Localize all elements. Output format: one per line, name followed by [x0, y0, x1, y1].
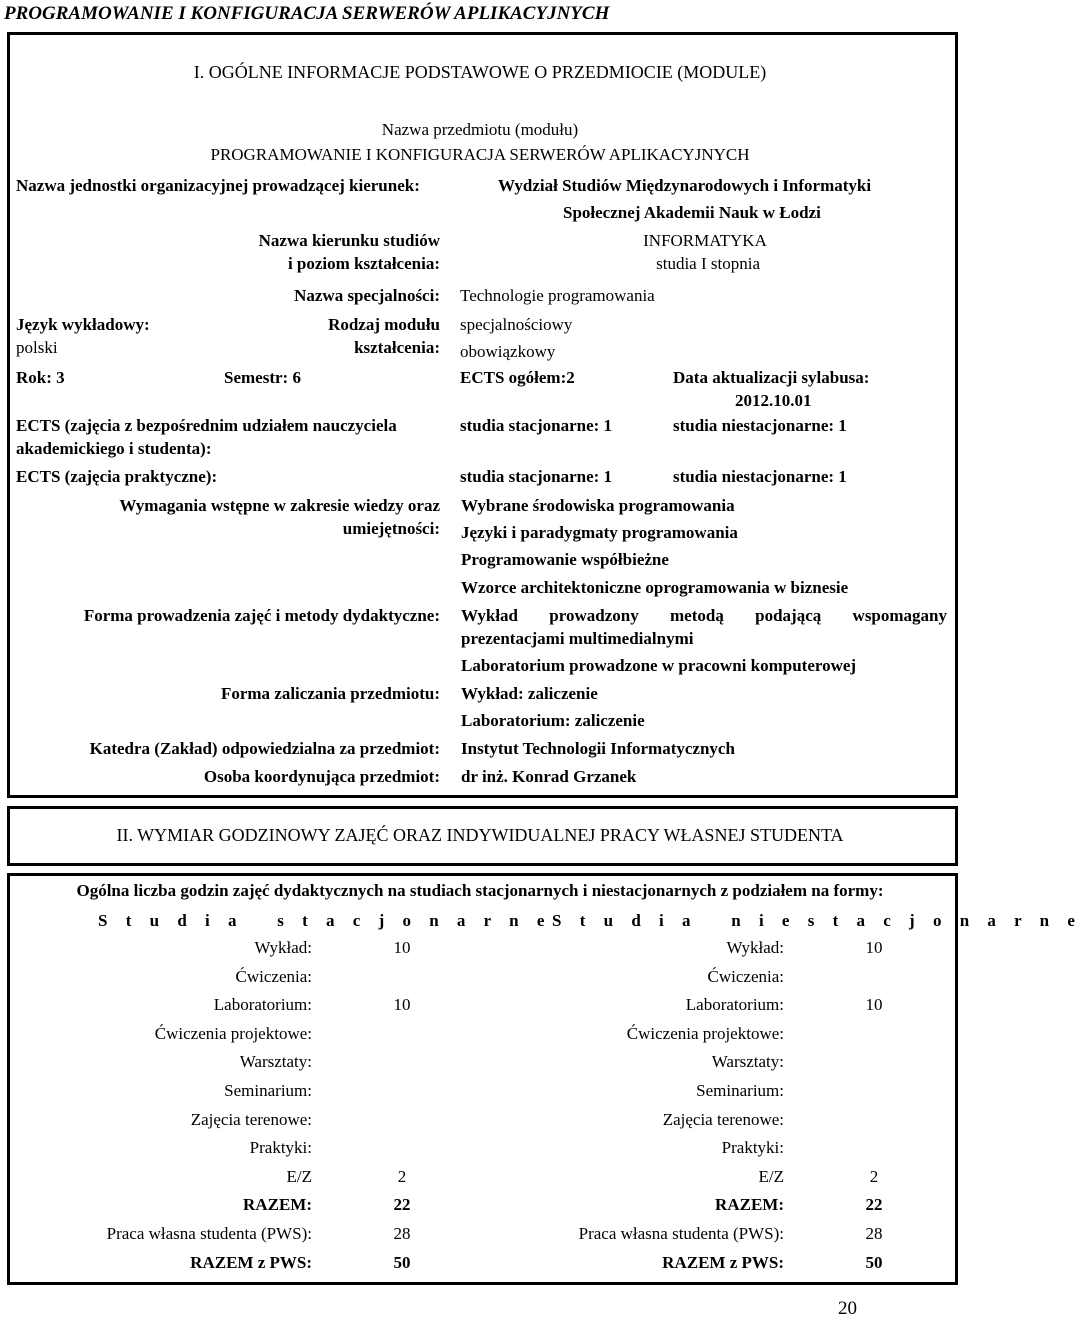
coordinator-value: dr inż. Konrad Grzanek [461, 767, 637, 786]
spec-value: Technologie programowania [460, 286, 655, 305]
teaching-form-value-line1: Wykład prowadzony metodą podającą wspomagany [461, 606, 947, 625]
field-value-line1: INFORMATYKA [643, 231, 767, 250]
hours-row-label-nonstationary: RAZEM z PWS: [662, 1253, 784, 1272]
module-type-label-line2: kształcenia: [354, 338, 440, 357]
document-header-title: PROGRAMOWANIE I KONFIGURACJA SERWERÓW APLIKACYJNYCH [4, 3, 610, 24]
hours-row-label-stationary: Laboratorium: [213, 995, 312, 1014]
requirement-item: Języki i paradygmaty programowania [461, 523, 738, 542]
requirements-label-line2: umiejętności: [342, 519, 440, 538]
column-header-nonstationary: S t u d i a n i e s t a c j o n a r n e [552, 911, 1082, 930]
hours-intro: Ogólna liczba godzin zajęć dydaktycznych na studiach stacjonarnych i niestacjonarnych z podziałem na formy: [76, 881, 884, 900]
field-value-line2: studia I stopnia [656, 254, 760, 273]
hours-row-label-nonstationary: E/Z [758, 1167, 784, 1186]
syllabus-update-date: 2012.10.01 [735, 391, 812, 410]
hours-row-label-stationary: RAZEM: [243, 1195, 312, 1214]
hours-row-value-nonstationary: 28 [865, 1224, 883, 1243]
hours-row-label-stationary: Ćwiczenia: [235, 967, 312, 986]
lang-value: polski [16, 338, 58, 357]
hours-row-label-stationary: RAZEM z PWS: [190, 1253, 312, 1272]
department-label: Katedra (Zakład) odpowiedzialna za przedmiot: [89, 739, 440, 758]
spec-label: Nazwa specjalności: [294, 286, 440, 305]
hours-row-label-stationary: Praca własna studenta (PWS): [106, 1224, 312, 1243]
module-type-label-line1: Rodzaj modułu [328, 315, 440, 334]
hours-row-label-stationary: Ćwiczenia projektowe: [154, 1024, 312, 1043]
module-name: PROGRAMOWANIE I KONFIGURACJA SERWERÓW APLIKACYJNYCH [210, 145, 750, 164]
hours-row-label-nonstationary: Warsztaty: [711, 1052, 784, 1071]
hours-row-label-stationary: Wykład: [254, 938, 312, 957]
column-header-stationary: S t u d i a s t a c j o n a r n e [98, 911, 552, 930]
hours-row-value-nonstationary: 50 [865, 1253, 883, 1272]
hours-row-label-nonstationary: Ćwiczenia: [707, 967, 784, 986]
ects-direct-nonstationary: studia niestacjonarne: 1 [673, 416, 847, 435]
hours-row-value-nonstationary: 10 [865, 938, 883, 957]
module-type-value-line2: obowiązkowy [460, 342, 556, 361]
field-label-line1: Nazwa kierunku studiów [258, 231, 440, 250]
credit-form-label: Forma zaliczania przedmiotu: [220, 684, 440, 703]
teaching-form-label: Forma prowadzenia zajęć i metody dydaktyczne: [83, 606, 440, 625]
hours-row-value-stationary: 22 [393, 1195, 411, 1214]
section-2-title: II. WYMIAR GODZINOWY ZAJĘĆ ORAZ INDYWIDUALNEJ PRACY WŁASNEJ STUDENTA [116, 825, 844, 845]
hours-row-label-nonstationary: Zajęcia terenowe: [662, 1110, 784, 1129]
hours-row-label-stationary: Praktyki: [249, 1138, 312, 1157]
hours-row-value-nonstationary: 22 [865, 1195, 883, 1214]
hours-row-label-nonstationary: Seminarium: [696, 1081, 784, 1100]
unit-value-line2: Społecznej Akademii Nauk w Łodzi [563, 203, 821, 222]
hours-row-label-stationary: Warsztaty: [239, 1052, 312, 1071]
credit-form-value-line1: Wykład: zaliczenie [461, 684, 598, 703]
ects-direct-label-line2: akademickiego i studenta): [16, 439, 212, 458]
unit-label: Nazwa jednostki organizacyjnej prowadzącej kierunek: [16, 176, 420, 195]
module-type-value-line1: specjalnościowy [460, 315, 573, 334]
coordinator-label: Osoba koordynująca przedmiot: [203, 767, 440, 786]
page-number: 20 [838, 1298, 857, 1319]
hours-row-label-nonstationary: Praca własna studenta (PWS): [578, 1224, 784, 1243]
ects-practical-label: ECTS (zajęcia praktyczne): [16, 467, 218, 486]
hours-row-label-stationary: Zajęcia terenowe: [190, 1110, 312, 1129]
requirement-item: Wybrane środowiska programowania [461, 496, 735, 515]
department-value: Instytut Technologii Informatycznych [461, 739, 735, 758]
hours-row-label-nonstationary: Laboratorium: [685, 995, 784, 1014]
hours-row-value-nonstationary: 2 [869, 1167, 879, 1186]
field-label-line2: i poziom kształcenia: [287, 254, 440, 273]
hours-row-value-nonstationary: 10 [865, 995, 883, 1014]
semester-value: Semestr: 6 [224, 368, 301, 387]
unit-value-line1: Wydział Studiów Międzynarodowych i Informatyki [498, 176, 872, 195]
credit-form-value-line2: Laboratorium: zaliczenie [461, 711, 645, 730]
ects-practical-nonstationary: studia niestacjonarne: 1 [673, 467, 847, 486]
lang-label: Język wykładowy: [16, 315, 150, 334]
ects-total: ECTS ogółem:2 [460, 368, 575, 387]
teaching-form-value-line3: Laboratorium prowadzone w pracowni komputerowej [461, 656, 857, 675]
teaching-form-value-line2: prezentacjami multimedialnymi [461, 629, 694, 648]
hours-row-label-nonstationary: Ćwiczenia projektowe: [626, 1024, 784, 1043]
requirements-label-line1: Wymagania wstępne w zakresie wiedzy oraz [119, 496, 440, 515]
module-name-label: Nazwa przedmiotu (modułu) [381, 120, 579, 139]
year-value: Rok: 3 [16, 368, 65, 387]
requirement-item: Wzorce architektoniczne oprogramowania w biznesie [461, 578, 849, 597]
hours-row-value-stationary: 50 [393, 1253, 411, 1272]
requirement-item: Programowanie współbieżne [461, 550, 669, 569]
section-1-title: I. OGÓLNE INFORMACJE PODSTAWOWE O PRZEDMIOCIE (MODULE) [193, 62, 767, 82]
hours-row-value-stationary: 28 [393, 1224, 411, 1243]
hours-row-label-stationary: E/Z [286, 1167, 312, 1186]
hours-row-value-stationary: 10 [393, 938, 411, 957]
hours-row-label-nonstationary: Wykład: [726, 938, 784, 957]
hours-row-label-stationary: Seminarium: [224, 1081, 312, 1100]
ects-practical-stationary: studia stacjonarne: 1 [460, 467, 613, 486]
syllabus-update-label: Data aktualizacji sylabusa: [673, 368, 870, 387]
hours-row-value-stationary: 10 [393, 995, 411, 1014]
hours-row-value-stationary: 2 [397, 1167, 407, 1186]
hours-row-label-nonstationary: Praktyki: [721, 1138, 784, 1157]
ects-direct-label-line1: ECTS (zajęcia z bezpośrednim udziałem nauczyciela [16, 416, 397, 435]
ects-direct-stationary: studia stacjonarne: 1 [460, 416, 613, 435]
hours-row-label-nonstationary: RAZEM: [715, 1195, 784, 1214]
